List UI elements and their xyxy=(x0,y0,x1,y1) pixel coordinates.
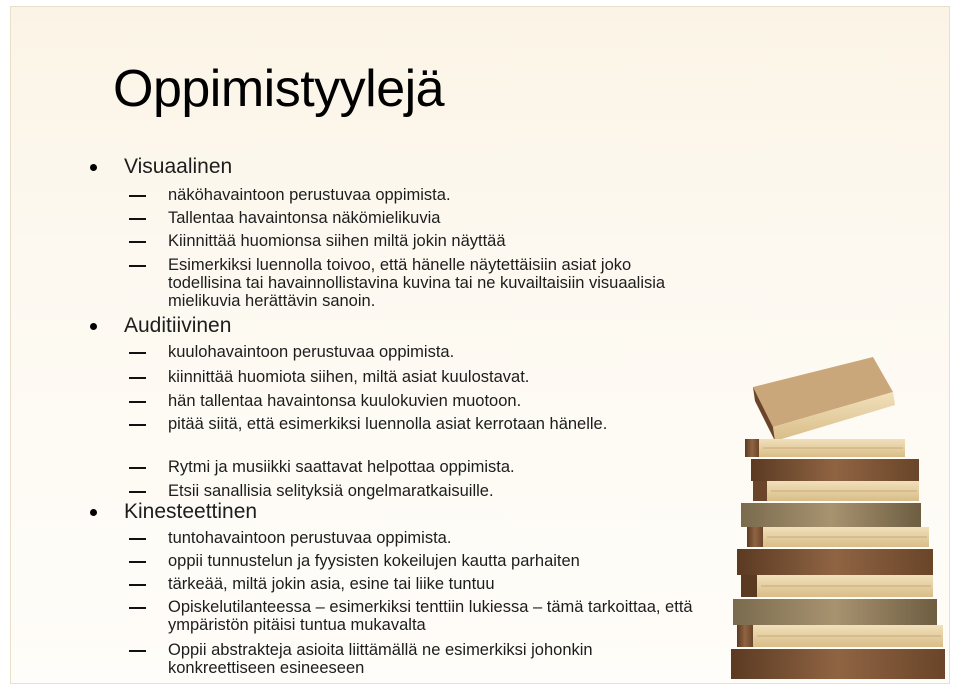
dash-icon xyxy=(129,561,146,563)
list-item: tärkeää, miltä jokin asia, esine tai liike tuntuu xyxy=(168,575,713,593)
dash-icon xyxy=(129,195,146,197)
bullet-icon xyxy=(90,164,97,171)
dash-icon xyxy=(129,650,146,652)
slide xyxy=(10,6,950,684)
dash-icon xyxy=(129,584,146,586)
list-item: kuulohavaintoon perustuvaa oppimista. xyxy=(168,343,713,361)
list-item: Etsii sanallisia selityksiä ongelmaratkaisuille. xyxy=(168,482,713,500)
list-item: Oppii abstrakteja asioita liittämällä ne esimerkiksi johonkin konkreettiseen esineeseen xyxy=(168,641,638,677)
list-item: oppii tunnustelun ja fyysisten kokeilujen kautta parhaiten xyxy=(168,552,728,570)
book-stack-image xyxy=(723,347,950,684)
dash-icon xyxy=(129,241,146,243)
list-item: tuntohavaintoon perustuvaa oppimista. xyxy=(168,529,713,547)
dash-icon xyxy=(129,424,146,426)
book-top xyxy=(753,357,895,441)
section-visual-heading: Visuaalinen xyxy=(124,155,232,179)
list-item: Rytmi ja musiikki saattavat helpottaa oppimista. xyxy=(168,458,713,476)
list-item: näköhavaintoon perustuvaa oppimista. xyxy=(168,186,713,204)
dash-icon xyxy=(129,401,146,403)
dash-icon xyxy=(129,377,146,379)
dash-icon xyxy=(129,352,146,354)
list-item: Tallentaa havaintonsa näkömielikuvia xyxy=(168,209,713,227)
dash-icon xyxy=(129,538,146,540)
bullet-icon xyxy=(90,323,97,330)
dash-icon xyxy=(129,265,146,267)
section-kinesthetic-heading: Kinesteettinen xyxy=(124,500,257,524)
list-item: Esimerkiksi luennolla toivoo, että hänelle näytettäisiin asiat joko todellisina tai havainnollistavina kuvina tai ne kuvailtaisiin visuaalisia mielikuvia herättävin sanoin. xyxy=(168,256,708,310)
book-stack xyxy=(731,439,945,679)
section-auditory-heading: Auditiivinen xyxy=(124,314,231,338)
list-item: kiinnittää huomiota siihen, miltä asiat kuulostavat. xyxy=(168,368,713,386)
dash-icon xyxy=(129,467,146,469)
dash-icon xyxy=(129,218,146,220)
dash-icon xyxy=(129,607,146,609)
dash-icon xyxy=(129,491,146,493)
slide-title: Oppimistyylejä xyxy=(113,60,445,118)
list-item: Opiskelutilanteessa – esimerkiksi tenttiin lukiessa – tämä tarkoittaa, että ympäristön pitäisi tuntua mukavalta xyxy=(168,598,698,634)
list-item: Kiinnittää huomionsa siihen miltä jokin näyttää xyxy=(168,232,713,250)
list-item: hän tallentaa havaintonsa kuulokuvien muotoon. xyxy=(168,392,713,410)
list-item: pitää siitä, että esimerkiksi luennolla asiat kerrotaan hänelle. xyxy=(168,415,668,433)
bullet-icon xyxy=(90,509,97,516)
